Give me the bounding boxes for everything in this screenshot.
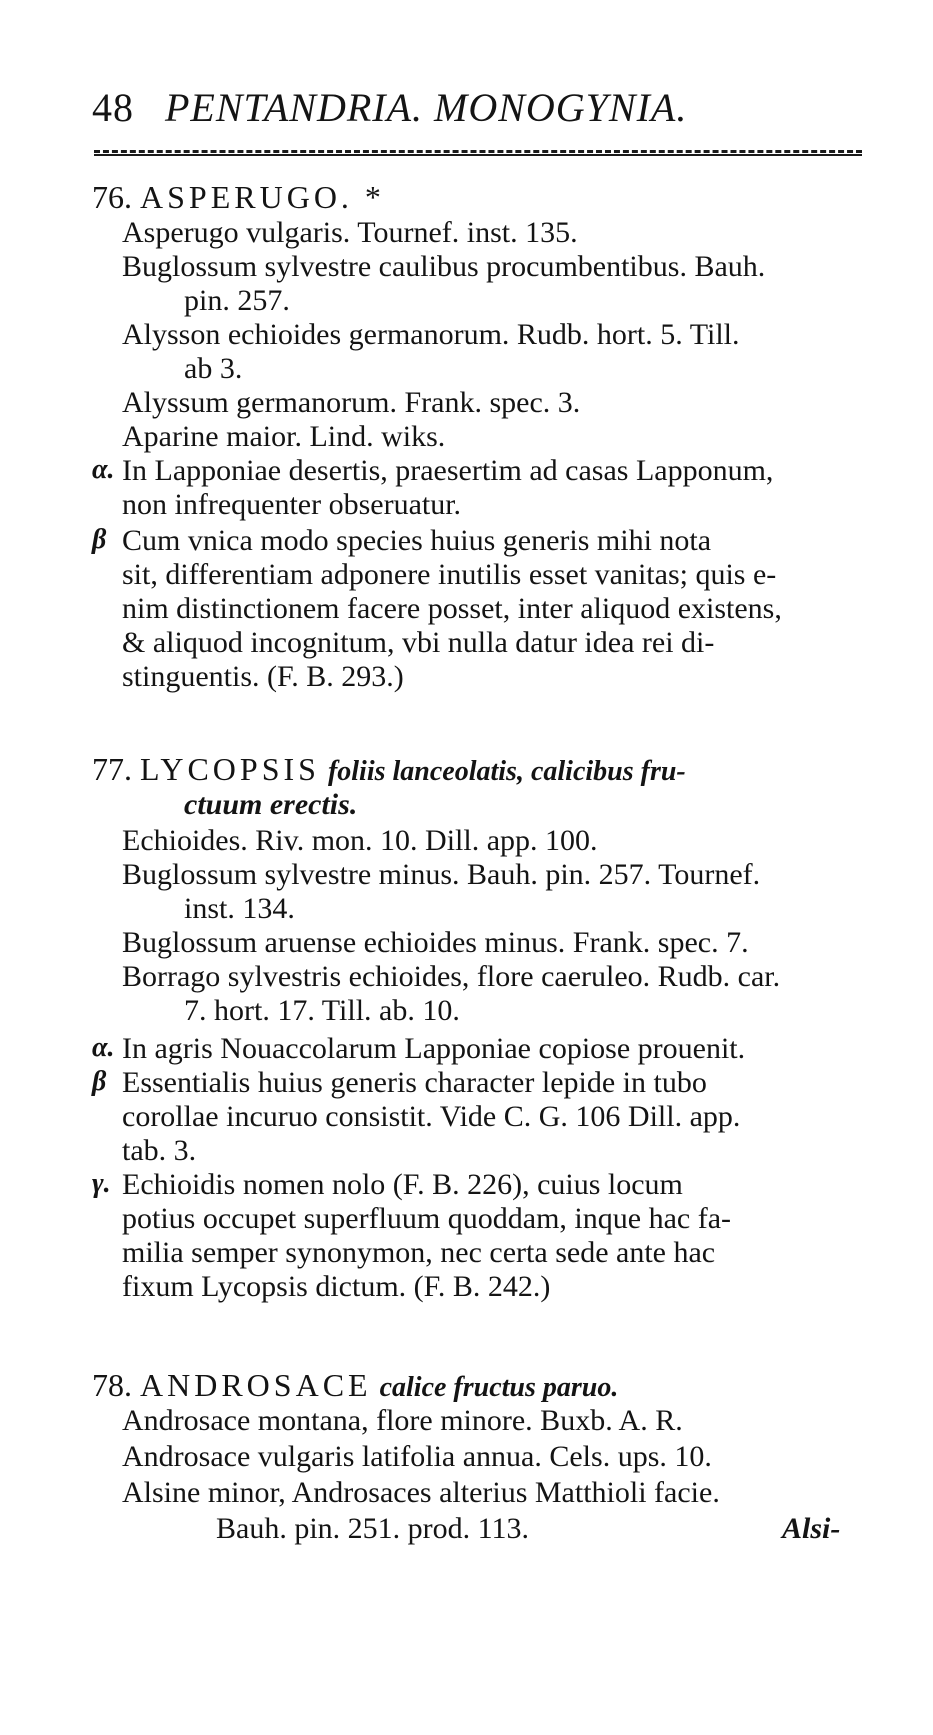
- note-line: Echioidis nomen nolo (F. B. 226), cuius locum: [122, 1168, 683, 1201]
- note-line: tab. 3.: [122, 1134, 197, 1167]
- note-line: Cum vnica modo species huius generis mihi nota: [122, 524, 712, 557]
- note-line: potius occupet superfluum quoddam, inque hac fa-: [122, 1202, 731, 1235]
- entry-77-diagnosis-cont: ctuum erectis.: [184, 788, 358, 821]
- page-number: 48: [92, 85, 134, 130]
- entry-76-number: 76.: [92, 179, 132, 215]
- entry-77-diagnosis: foliis lanceolatis, calicibus fru-: [327, 756, 686, 787]
- header-rule: [94, 150, 862, 153]
- alpha-mark: α.: [92, 1032, 115, 1063]
- note-line: & aliquod incognitum, vbi nulla datur idea rei di-: [122, 626, 715, 659]
- note-line: In agris Nouaccolarum Lapponiae copiose prouenit.: [122, 1032, 746, 1065]
- entry-78-diagnosis: calice fructus paruo.: [379, 1372, 619, 1403]
- entry-78-genus: ANDROSACE: [140, 1367, 372, 1403]
- synonym-line: Androsace vulgaris latifolia annua. Cels. ups. 10.: [122, 1440, 712, 1473]
- beta-mark: β: [92, 524, 107, 555]
- synonym-line: ab 3.: [184, 352, 243, 385]
- gamma-mark: γ.: [92, 1168, 111, 1199]
- synonym-line: Bauh. pin. 251. prod. 113.: [216, 1512, 530, 1545]
- synonym-line: Alyssum germanorum. Frank. spec. 3.: [122, 386, 581, 419]
- synonym-line: Alysson echioides germanorum. Rudb. hort. 5. Till.: [122, 318, 740, 351]
- entry-77-heading: [92, 752, 686, 789]
- entry-76-genus: ASPERUGO. *: [140, 179, 385, 215]
- beta-mark: β: [92, 1066, 107, 1097]
- synonym-line: Buglossum aruense echioides minus. Frank. spec. 7.: [122, 926, 749, 959]
- synonym-line: 7. hort. 17. Till. ab. 10.: [184, 994, 460, 1027]
- note-line: corollae incuruo consistit. Vide C. G. 106 Dill. app.: [122, 1100, 741, 1133]
- note-line: stinguentis. (F. B. 293.): [122, 660, 404, 693]
- synonym-line: Aparine maior. Lind. wiks.: [122, 420, 446, 453]
- note-line: milia semper synonymon, nec certa sede ante hac: [122, 1236, 716, 1269]
- note-line: nim distinctionem facere posset, inter aliquod existens,: [122, 592, 782, 625]
- synonym-line: Asperugo vulgaris. Tournef. inst. 135.: [122, 216, 578, 249]
- synonym-line: inst. 134.: [184, 892, 295, 925]
- entry-77-genus: LYCOPSIS: [140, 751, 320, 787]
- note-line: fixum Lycopsis dictum. (F. B. 242.): [122, 1270, 551, 1303]
- alpha-mark: α.: [92, 454, 115, 485]
- entry-77-number: 77.: [92, 751, 132, 787]
- note-line: sit, differentiam adponere inutilis esset vanitas; quis e-: [122, 558, 777, 591]
- synonym-line: Buglossum sylvestre minus. Bauh. pin. 257. Tournef.: [122, 858, 761, 891]
- synonym-line: Echioides. Riv. mon. 10. Dill. app. 100.: [122, 824, 598, 857]
- entry-78-heading: [92, 1368, 618, 1405]
- note-line: non infrequenter obseruatur.: [122, 488, 462, 521]
- synonym-line: Borrago sylvestris echioides, flore caeruleo. Rudb. car.: [122, 960, 781, 993]
- catchword: Alsi-: [782, 1512, 841, 1545]
- synonym-line: Buglossum sylvestre caulibus procumbentibus. Bauh.: [122, 250, 766, 283]
- note-line: Essentialis huius generis character lepide in tubo: [122, 1066, 707, 1099]
- running-header: [92, 84, 862, 131]
- synonym-line: Androsace montana, flore minore. Buxb. A. R.: [122, 1404, 683, 1437]
- entry-78-number: 78.: [92, 1367, 132, 1403]
- entry-76-heading: [92, 180, 385, 214]
- header-rule-solid: [94, 154, 862, 156]
- synonym-line: Alsine minor, Androsaces alterius Matthioli facie.: [122, 1476, 720, 1509]
- note-line: In Lapponiae desertis, praesertim ad casas Lapponum,: [122, 454, 774, 487]
- page-title: PENTANDRIA. MONOGYNIA.: [165, 85, 688, 130]
- synonym-line: pin. 257.: [184, 284, 290, 317]
